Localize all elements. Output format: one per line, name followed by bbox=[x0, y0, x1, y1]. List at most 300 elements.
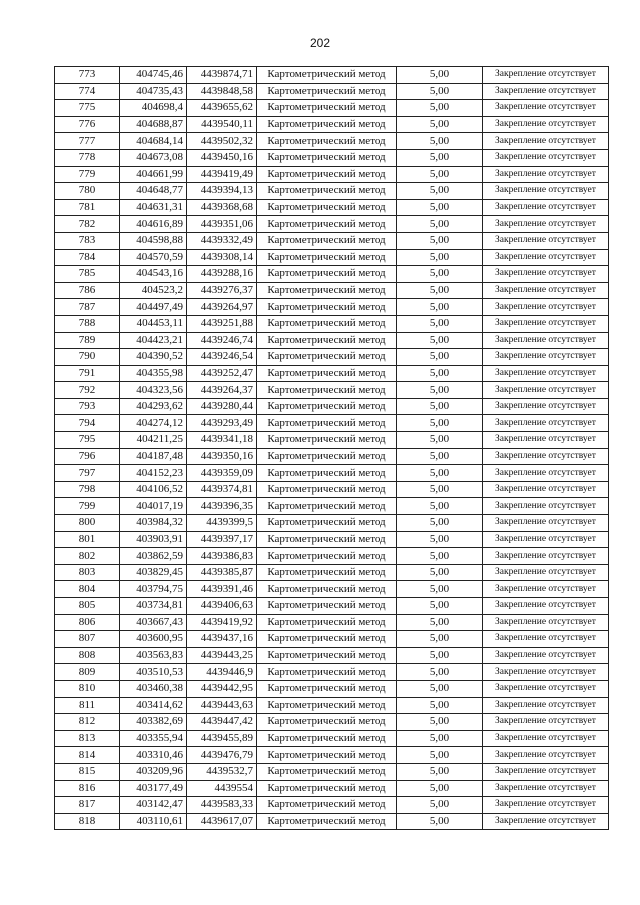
x-coordinate-cell: 404688,87 bbox=[120, 116, 187, 133]
fixation-cell: Закрепление отсутствует bbox=[483, 598, 609, 615]
table-row bbox=[55, 432, 609, 449]
fixation-cell: Закрепление отсутствует bbox=[483, 515, 609, 532]
x-coordinate-cell: 404106,52 bbox=[120, 481, 187, 498]
precision-cell: 5,00 bbox=[397, 415, 483, 432]
method-cell: Картометрический метод bbox=[257, 365, 397, 382]
method-cell: Картометрический метод bbox=[257, 614, 397, 631]
fixation-cell: Закрепление отсутствует bbox=[483, 614, 609, 631]
point-number-cell: 774 bbox=[55, 83, 120, 100]
precision-cell: 5,00 bbox=[397, 332, 483, 349]
y-coordinate-cell: 4439350,16 bbox=[187, 448, 257, 465]
y-coordinate-cell: 4439502,32 bbox=[187, 133, 257, 150]
y-coordinate-cell: 4439332,49 bbox=[187, 232, 257, 249]
table-row bbox=[55, 747, 609, 764]
point-number-cell: 787 bbox=[55, 299, 120, 316]
table-row bbox=[55, 730, 609, 747]
method-cell: Картометрический метод bbox=[257, 282, 397, 299]
fixation-cell: Закрепление отсутствует bbox=[483, 763, 609, 780]
precision-cell: 5,00 bbox=[397, 581, 483, 598]
y-coordinate-cell: 4439293,49 bbox=[187, 415, 257, 432]
fixation-cell: Закрепление отсутствует bbox=[483, 664, 609, 681]
method-cell: Картометрический метод bbox=[257, 797, 397, 814]
table-row bbox=[55, 100, 609, 117]
point-number-cell: 785 bbox=[55, 266, 120, 283]
method-cell: Картометрический метод bbox=[257, 266, 397, 283]
method-cell: Картометрический метод bbox=[257, 747, 397, 764]
y-coordinate-cell: 4439264,37 bbox=[187, 382, 257, 399]
precision-cell: 5,00 bbox=[397, 67, 483, 84]
table-row bbox=[55, 67, 609, 84]
table-row bbox=[55, 382, 609, 399]
fixation-cell: Закрепление отсутствует bbox=[483, 448, 609, 465]
point-number-cell: 800 bbox=[55, 515, 120, 532]
x-coordinate-cell: 404274,12 bbox=[120, 415, 187, 432]
point-number-cell: 818 bbox=[55, 813, 120, 830]
point-number-cell: 773 bbox=[55, 67, 120, 84]
y-coordinate-cell: 4439368,68 bbox=[187, 199, 257, 216]
precision-cell: 5,00 bbox=[397, 714, 483, 731]
method-cell: Картометрический метод bbox=[257, 432, 397, 449]
fixation-cell: Закрепление отсутствует bbox=[483, 631, 609, 648]
fixation-cell: Закрепление отсутствует bbox=[483, 100, 609, 117]
method-cell: Картометрический метод bbox=[257, 299, 397, 316]
point-number-cell: 817 bbox=[55, 797, 120, 814]
method-cell: Картометрический метод bbox=[257, 398, 397, 415]
point-number-cell: 805 bbox=[55, 598, 120, 615]
point-number-cell: 782 bbox=[55, 216, 120, 233]
y-coordinate-cell: 4439655,62 bbox=[187, 100, 257, 117]
fixation-cell: Закрепление отсутствует bbox=[483, 548, 609, 565]
method-cell: Картометрический метод bbox=[257, 714, 397, 731]
precision-cell: 5,00 bbox=[397, 116, 483, 133]
fixation-cell: Закрепление отсутствует bbox=[483, 498, 609, 515]
point-number-cell: 806 bbox=[55, 614, 120, 631]
precision-cell: 5,00 bbox=[397, 515, 483, 532]
point-number-cell: 790 bbox=[55, 349, 120, 366]
y-coordinate-cell: 4439874,71 bbox=[187, 67, 257, 84]
method-cell: Картометрический метод bbox=[257, 763, 397, 780]
precision-cell: 5,00 bbox=[397, 697, 483, 714]
fixation-cell: Закрепление отсутствует bbox=[483, 382, 609, 399]
fixation-cell: Закрепление отсутствует bbox=[483, 232, 609, 249]
x-coordinate-cell: 403667,43 bbox=[120, 614, 187, 631]
fixation-cell: Закрепление отсутствует bbox=[483, 415, 609, 432]
precision-cell: 5,00 bbox=[397, 282, 483, 299]
precision-cell: 5,00 bbox=[397, 664, 483, 681]
point-number-cell: 789 bbox=[55, 332, 120, 349]
method-cell: Картометрический метод bbox=[257, 382, 397, 399]
x-coordinate-cell: 404152,23 bbox=[120, 465, 187, 482]
point-number-cell: 810 bbox=[55, 680, 120, 697]
precision-cell: 5,00 bbox=[397, 598, 483, 615]
y-coordinate-cell: 4439359,09 bbox=[187, 465, 257, 482]
precision-cell: 5,00 bbox=[397, 365, 483, 382]
x-coordinate-cell: 404211,25 bbox=[120, 432, 187, 449]
fixation-cell: Закрепление отсутствует bbox=[483, 83, 609, 100]
precision-cell: 5,00 bbox=[397, 481, 483, 498]
y-coordinate-cell: 4439617,07 bbox=[187, 813, 257, 830]
x-coordinate-cell: 403110,61 bbox=[120, 813, 187, 830]
point-number-cell: 816 bbox=[55, 780, 120, 797]
point-number-cell: 786 bbox=[55, 282, 120, 299]
point-number-cell: 807 bbox=[55, 631, 120, 648]
precision-cell: 5,00 bbox=[397, 382, 483, 399]
precision-cell: 5,00 bbox=[397, 448, 483, 465]
table-row bbox=[55, 149, 609, 166]
y-coordinate-cell: 4439246,74 bbox=[187, 332, 257, 349]
y-coordinate-cell: 4439476,79 bbox=[187, 747, 257, 764]
precision-cell: 5,00 bbox=[397, 100, 483, 117]
x-coordinate-cell: 404323,56 bbox=[120, 382, 187, 399]
table-row bbox=[55, 299, 609, 316]
table-row bbox=[55, 564, 609, 581]
precision-cell: 5,00 bbox=[397, 548, 483, 565]
point-number-cell: 798 bbox=[55, 481, 120, 498]
x-coordinate-cell: 404616,89 bbox=[120, 216, 187, 233]
method-cell: Картометрический метод bbox=[257, 465, 397, 482]
table-row bbox=[55, 548, 609, 565]
fixation-cell: Закрепление отсутствует bbox=[483, 465, 609, 482]
method-cell: Картометрический метод bbox=[257, 813, 397, 830]
fixation-cell: Закрепление отсутствует bbox=[483, 365, 609, 382]
precision-cell: 5,00 bbox=[397, 216, 483, 233]
x-coordinate-cell: 404453,11 bbox=[120, 315, 187, 332]
method-cell: Картометрический метод bbox=[257, 216, 397, 233]
y-coordinate-cell: 4439583,33 bbox=[187, 797, 257, 814]
table-body bbox=[55, 67, 609, 830]
point-number-cell: 777 bbox=[55, 133, 120, 150]
y-coordinate-cell: 4439443,25 bbox=[187, 647, 257, 664]
x-coordinate-cell: 404661,99 bbox=[120, 166, 187, 183]
method-cell: Картометрический метод bbox=[257, 183, 397, 200]
x-coordinate-cell: 403862,59 bbox=[120, 548, 187, 565]
x-coordinate-cell: 403310,46 bbox=[120, 747, 187, 764]
x-coordinate-cell: 404598,88 bbox=[120, 232, 187, 249]
precision-cell: 5,00 bbox=[397, 349, 483, 366]
point-number-cell: 781 bbox=[55, 199, 120, 216]
y-coordinate-cell: 4439288,16 bbox=[187, 266, 257, 283]
method-cell: Картометрический метод bbox=[257, 647, 397, 664]
y-coordinate-cell: 4439308,14 bbox=[187, 249, 257, 266]
precision-cell: 5,00 bbox=[397, 315, 483, 332]
point-number-cell: 775 bbox=[55, 100, 120, 117]
fixation-cell: Закрепление отсутствует bbox=[483, 481, 609, 498]
point-number-cell: 803 bbox=[55, 564, 120, 581]
y-coordinate-cell: 4439397,17 bbox=[187, 531, 257, 548]
precision-cell: 5,00 bbox=[397, 166, 483, 183]
point-number-cell: 797 bbox=[55, 465, 120, 482]
method-cell: Картометрический метод bbox=[257, 232, 397, 249]
table-row bbox=[55, 498, 609, 515]
x-coordinate-cell: 404293,62 bbox=[120, 398, 187, 415]
precision-cell: 5,00 bbox=[397, 432, 483, 449]
method-cell: Картометрический метод bbox=[257, 67, 397, 84]
fixation-cell: Закрепление отсутствует bbox=[483, 680, 609, 697]
point-number-cell: 796 bbox=[55, 448, 120, 465]
point-number-cell: 776 bbox=[55, 116, 120, 133]
table-row bbox=[55, 183, 609, 200]
fixation-cell: Закрепление отсутствует bbox=[483, 183, 609, 200]
y-coordinate-cell: 4439264,97 bbox=[187, 299, 257, 316]
y-coordinate-cell: 4439396,35 bbox=[187, 498, 257, 515]
y-coordinate-cell: 4439450,16 bbox=[187, 149, 257, 166]
x-coordinate-cell: 403382,69 bbox=[120, 714, 187, 731]
table-row bbox=[55, 465, 609, 482]
precision-cell: 5,00 bbox=[397, 465, 483, 482]
fixation-cell: Закрепление отсутствует bbox=[483, 581, 609, 598]
method-cell: Картометрический метод bbox=[257, 100, 397, 117]
precision-cell: 5,00 bbox=[397, 266, 483, 283]
point-number-cell: 804 bbox=[55, 581, 120, 598]
x-coordinate-cell: 404497,49 bbox=[120, 299, 187, 316]
precision-cell: 5,00 bbox=[397, 199, 483, 216]
method-cell: Картометрический метод bbox=[257, 448, 397, 465]
table-row bbox=[55, 116, 609, 133]
table-row bbox=[55, 415, 609, 432]
table-row bbox=[55, 216, 609, 233]
table-row bbox=[55, 315, 609, 332]
fixation-cell: Закрепление отсутствует bbox=[483, 747, 609, 764]
table-row bbox=[55, 365, 609, 382]
fixation-cell: Закрепление отсутствует bbox=[483, 282, 609, 299]
table-row bbox=[55, 266, 609, 283]
x-coordinate-cell: 403734,81 bbox=[120, 598, 187, 615]
point-number-cell: 815 bbox=[55, 763, 120, 780]
x-coordinate-cell: 404684,14 bbox=[120, 133, 187, 150]
precision-cell: 5,00 bbox=[397, 680, 483, 697]
fixation-cell: Закрепление отсутствует bbox=[483, 249, 609, 266]
precision-cell: 5,00 bbox=[397, 797, 483, 814]
fixation-cell: Закрепление отсутствует bbox=[483, 398, 609, 415]
point-number-cell: 809 bbox=[55, 664, 120, 681]
fixation-cell: Закрепление отсутствует bbox=[483, 730, 609, 747]
method-cell: Картометрический метод bbox=[257, 133, 397, 150]
x-coordinate-cell: 404673,08 bbox=[120, 149, 187, 166]
y-coordinate-cell: 4439251,88 bbox=[187, 315, 257, 332]
fixation-cell: Закрепление отсутствует bbox=[483, 199, 609, 216]
x-coordinate-cell: 403794,75 bbox=[120, 581, 187, 598]
x-coordinate-cell: 403355,94 bbox=[120, 730, 187, 747]
table-row bbox=[55, 598, 609, 615]
x-coordinate-cell: 404543,16 bbox=[120, 266, 187, 283]
fixation-cell: Закрепление отсутствует bbox=[483, 432, 609, 449]
y-coordinate-cell: 4439394,13 bbox=[187, 183, 257, 200]
x-coordinate-cell: 404523,2 bbox=[120, 282, 187, 299]
method-cell: Картометрический метод bbox=[257, 116, 397, 133]
table-row bbox=[55, 515, 609, 532]
precision-cell: 5,00 bbox=[397, 249, 483, 266]
y-coordinate-cell: 4439280,44 bbox=[187, 398, 257, 415]
x-coordinate-cell: 403460,38 bbox=[120, 680, 187, 697]
point-number-cell: 784 bbox=[55, 249, 120, 266]
fixation-cell: Закрепление отсутствует bbox=[483, 299, 609, 316]
fixation-cell: Закрепление отсутствует bbox=[483, 332, 609, 349]
method-cell: Картометрический метод bbox=[257, 498, 397, 515]
coordinates-table bbox=[54, 66, 609, 830]
y-coordinate-cell: 4439437,16 bbox=[187, 631, 257, 648]
method-cell: Картометрический метод bbox=[257, 631, 397, 648]
method-cell: Картометрический метод bbox=[257, 166, 397, 183]
table-row bbox=[55, 83, 609, 100]
y-coordinate-cell: 4439554 bbox=[187, 780, 257, 797]
table-row bbox=[55, 680, 609, 697]
x-coordinate-cell: 404570,59 bbox=[120, 249, 187, 266]
precision-cell: 5,00 bbox=[397, 531, 483, 548]
table-row bbox=[55, 797, 609, 814]
x-coordinate-cell: 404735,43 bbox=[120, 83, 187, 100]
table-row bbox=[55, 664, 609, 681]
x-coordinate-cell: 403829,45 bbox=[120, 564, 187, 581]
x-coordinate-cell: 404631,31 bbox=[120, 199, 187, 216]
y-coordinate-cell: 4439276,37 bbox=[187, 282, 257, 299]
point-number-cell: 795 bbox=[55, 432, 120, 449]
table-row bbox=[55, 647, 609, 664]
x-coordinate-cell: 403510,53 bbox=[120, 664, 187, 681]
y-coordinate-cell: 4439455,89 bbox=[187, 730, 257, 747]
point-number-cell: 792 bbox=[55, 382, 120, 399]
precision-cell: 5,00 bbox=[397, 232, 483, 249]
method-cell: Картометрический метод bbox=[257, 697, 397, 714]
method-cell: Картометрический метод bbox=[257, 332, 397, 349]
fixation-cell: Закрепление отсутствует bbox=[483, 67, 609, 84]
y-coordinate-cell: 4439540,11 bbox=[187, 116, 257, 133]
fixation-cell: Закрепление отсутствует bbox=[483, 813, 609, 830]
point-number-cell: 791 bbox=[55, 365, 120, 382]
x-coordinate-cell: 403209,96 bbox=[120, 763, 187, 780]
x-coordinate-cell: 404355,98 bbox=[120, 365, 187, 382]
table-row bbox=[55, 448, 609, 465]
x-coordinate-cell: 404423,21 bbox=[120, 332, 187, 349]
x-coordinate-cell: 403142,47 bbox=[120, 797, 187, 814]
x-coordinate-cell: 403177,49 bbox=[120, 780, 187, 797]
point-number-cell: 799 bbox=[55, 498, 120, 515]
y-coordinate-cell: 4439252,47 bbox=[187, 365, 257, 382]
method-cell: Картометрический метод bbox=[257, 680, 397, 697]
precision-cell: 5,00 bbox=[397, 730, 483, 747]
precision-cell: 5,00 bbox=[397, 83, 483, 100]
x-coordinate-cell: 403903,91 bbox=[120, 531, 187, 548]
fixation-cell: Закрепление отсутствует bbox=[483, 349, 609, 366]
y-coordinate-cell: 4439442,95 bbox=[187, 680, 257, 697]
method-cell: Картометрический метод bbox=[257, 349, 397, 366]
y-coordinate-cell: 4439391,46 bbox=[187, 581, 257, 598]
y-coordinate-cell: 4439399,5 bbox=[187, 515, 257, 532]
point-number-cell: 779 bbox=[55, 166, 120, 183]
x-coordinate-cell: 404017,19 bbox=[120, 498, 187, 515]
table-row bbox=[55, 232, 609, 249]
method-cell: Картометрический метод bbox=[257, 315, 397, 332]
point-number-cell: 801 bbox=[55, 531, 120, 548]
fixation-cell: Закрепление отсутствует bbox=[483, 133, 609, 150]
y-coordinate-cell: 4439406,63 bbox=[187, 598, 257, 615]
method-cell: Картометрический метод bbox=[257, 199, 397, 216]
table-row bbox=[55, 133, 609, 150]
y-coordinate-cell: 4439443,63 bbox=[187, 697, 257, 714]
method-cell: Картометрический метод bbox=[257, 481, 397, 498]
precision-cell: 5,00 bbox=[397, 183, 483, 200]
y-coordinate-cell: 4439351,06 bbox=[187, 216, 257, 233]
table-row bbox=[55, 631, 609, 648]
table-row bbox=[55, 332, 609, 349]
table-row bbox=[55, 763, 609, 780]
fixation-cell: Закрепление отсутствует bbox=[483, 797, 609, 814]
method-cell: Картометрический метод bbox=[257, 598, 397, 615]
y-coordinate-cell: 4439385,87 bbox=[187, 564, 257, 581]
fixation-cell: Закрепление отсутствует bbox=[483, 166, 609, 183]
method-cell: Картометрический метод bbox=[257, 515, 397, 532]
point-number-cell: 813 bbox=[55, 730, 120, 747]
table-row bbox=[55, 531, 609, 548]
x-coordinate-cell: 404187,48 bbox=[120, 448, 187, 465]
precision-cell: 5,00 bbox=[397, 149, 483, 166]
point-number-cell: 814 bbox=[55, 747, 120, 764]
point-number-cell: 793 bbox=[55, 398, 120, 415]
precision-cell: 5,00 bbox=[397, 614, 483, 631]
table-row bbox=[55, 780, 609, 797]
table-row bbox=[55, 282, 609, 299]
method-cell: Картометрический метод bbox=[257, 149, 397, 166]
method-cell: Картометрический метод bbox=[257, 581, 397, 598]
table-row bbox=[55, 349, 609, 366]
fixation-cell: Закрепление отсутствует bbox=[483, 149, 609, 166]
fixation-cell: Закрепление отсутствует bbox=[483, 780, 609, 797]
fixation-cell: Закрепление отсутствует bbox=[483, 315, 609, 332]
fixation-cell: Закрепление отсутствует bbox=[483, 697, 609, 714]
x-coordinate-cell: 404745,46 bbox=[120, 67, 187, 84]
precision-cell: 5,00 bbox=[397, 299, 483, 316]
y-coordinate-cell: 4439532,7 bbox=[187, 763, 257, 780]
fixation-cell: Закрепление отсутствует bbox=[483, 116, 609, 133]
y-coordinate-cell: 4439848,58 bbox=[187, 83, 257, 100]
point-number-cell: 788 bbox=[55, 315, 120, 332]
table-row bbox=[55, 697, 609, 714]
x-coordinate-cell: 404390,52 bbox=[120, 349, 187, 366]
table-row bbox=[55, 398, 609, 415]
table-row bbox=[55, 166, 609, 183]
method-cell: Картометрический метод bbox=[257, 83, 397, 100]
y-coordinate-cell: 4439447,42 bbox=[187, 714, 257, 731]
x-coordinate-cell: 403984,32 bbox=[120, 515, 187, 532]
precision-cell: 5,00 bbox=[397, 647, 483, 664]
fixation-cell: Закрепление отсутствует bbox=[483, 564, 609, 581]
table-row bbox=[55, 249, 609, 266]
method-cell: Картометрический метод bbox=[257, 415, 397, 432]
y-coordinate-cell: 4439419,92 bbox=[187, 614, 257, 631]
table-row bbox=[55, 614, 609, 631]
precision-cell: 5,00 bbox=[397, 564, 483, 581]
point-number-cell: 808 bbox=[55, 647, 120, 664]
point-number-cell: 778 bbox=[55, 149, 120, 166]
x-coordinate-cell: 403563,83 bbox=[120, 647, 187, 664]
table-row bbox=[55, 714, 609, 731]
precision-cell: 5,00 bbox=[397, 763, 483, 780]
precision-cell: 5,00 bbox=[397, 133, 483, 150]
fixation-cell: Закрепление отсутствует bbox=[483, 266, 609, 283]
x-coordinate-cell: 403414,62 bbox=[120, 697, 187, 714]
table-row bbox=[55, 481, 609, 498]
precision-cell: 5,00 bbox=[397, 498, 483, 515]
point-number-cell: 794 bbox=[55, 415, 120, 432]
page-number: 202 bbox=[309, 36, 331, 50]
precision-cell: 5,00 bbox=[397, 398, 483, 415]
fixation-cell: Закрепление отсутствует bbox=[483, 216, 609, 233]
fixation-cell: Закрепление отсутствует bbox=[483, 647, 609, 664]
x-coordinate-cell: 403600,95 bbox=[120, 631, 187, 648]
point-number-cell: 783 bbox=[55, 232, 120, 249]
method-cell: Картометрический метод bbox=[257, 249, 397, 266]
y-coordinate-cell: 4439374,81 bbox=[187, 481, 257, 498]
table-row bbox=[55, 813, 609, 830]
